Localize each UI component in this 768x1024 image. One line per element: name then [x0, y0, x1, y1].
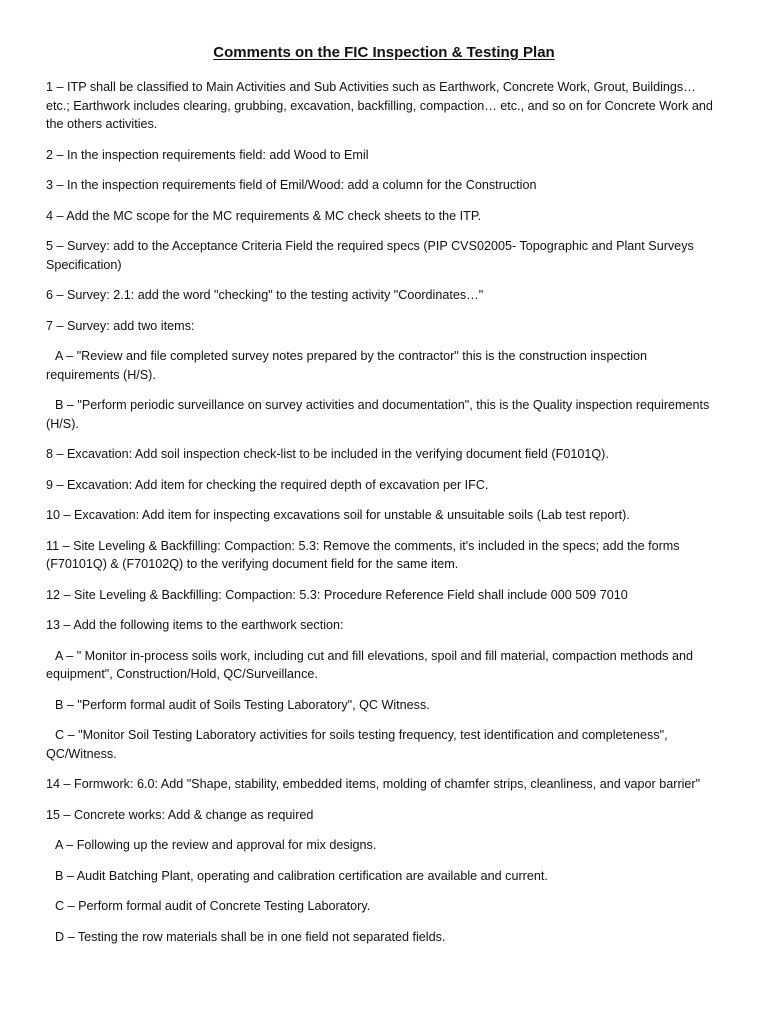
comment-item-7b: B – "Perform periodic surveillance on survey activities and documentation", this is the Quality inspection requirements (H/S).	[46, 398, 710, 431]
comment-item-6: 6 – Survey: 2.1: add the word "checking" to the testing activity "Coordinates…"	[46, 288, 484, 302]
comment-item-7a: A – "Review and file completed survey notes prepared by the contractor" this is the construction inspection requirements (H/S).	[46, 349, 648, 382]
comment-item-14: 14 – Formwork: 6.0: Add "Shape, stability, embedded items, molding of chamfer strips, cleanliness, and vapor barrier"	[46, 777, 701, 791]
comment-item-15b: B – Audit Batching Plant, operating and calibration certification are available and current.	[55, 868, 548, 883]
comment-item-15: 15 – Concrete works: Add & change as required	[46, 807, 314, 822]
comment-item-7: 7 – Survey: add two items:	[46, 318, 195, 333]
comment-item-15a: A – Following up the review and approval for mix designs.	[55, 838, 377, 852]
comment-item-15c: C – Perform formal audit of Concrete Testing Laboratory.	[55, 899, 371, 913]
comment-item-2: 2 – In the inspection requirements field: add Wood to Emil	[46, 147, 369, 162]
comment-item-8: 8 – Excavation: Add soil inspection check-list to be included in the verifying document field (F0101Q).	[46, 447, 609, 461]
comment-item-10: 10 – Excavation: Add item for inspecting excavations soil for unstable & unsuitable soils (Lab test report).	[46, 508, 630, 522]
document-title-text: Comments on the FIC Inspection & Testing Plan	[213, 44, 555, 61]
comments-list	[46, 78, 722, 946]
comment-item-9: 9 – Excavation: Add item for checking the required depth of excavation per IFC.	[46, 477, 489, 492]
comment-item-15d: D – Testing the row materials shall be in one field not separated fields.	[55, 929, 446, 944]
document-title	[0, 44, 768, 62]
comment-item-11: 11 – Site Leveling & Backfilling: Compaction: 5.3: Remove the comments, it's included in the specs; add the forms (F70101Q) & (F70102Q) to the verifying document field for the same item.	[46, 538, 680, 571]
comment-item-13b: B – "Perform formal audit of Soils Testing Laboratory", QC Witness.	[55, 697, 430, 712]
comment-item-13: 13 – Add the following items to the earthwork section:	[46, 618, 344, 632]
comment-item-13c: C – "Monitor Soil Testing Laboratory activities for soils testing frequency, test identification and completeness", QC/Witness.	[46, 728, 668, 761]
comment-item-13a: A – " Monitor in-process soils work, including cut and fill elevations, spoil and fill material, compaction methods and equipment", Construction/Hold, QC/Surveillance.	[46, 648, 693, 681]
comment-item-1: 1 – ITP shall be classified to Main Activities and Sub Activities such as Earthwork, Concrete Work, Grout, Buildings… etc.; Earthwork includes clearing, grubbing, excavation, backfilling, compaction… etc., and so on for Concrete Work and the others activities.	[46, 80, 713, 131]
comment-item-3: 3 – In the inspection requirements field of Emil/Wood: add a column for the Construction	[46, 178, 537, 192]
comment-item-4: 4 – Add the MC scope for the MC requirements & MC check sheets to the ITP.	[46, 208, 482, 223]
comment-item-5: 5 – Survey: add to the Acceptance Criteria Field the required specs (PIP CVS02005- Topographic and Plant Surveys Specification)	[46, 239, 694, 272]
comment-item-12: 12 – Site Leveling & Backfilling: Compaction: 5.3: Procedure Reference Field shall include 000 509 7010	[46, 587, 628, 602]
